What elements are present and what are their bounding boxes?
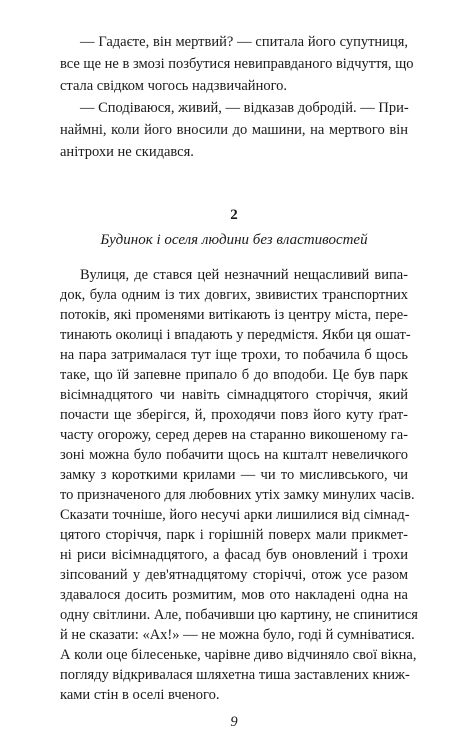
chapter-title: Будинок і оселя людини без властивостей	[100, 232, 368, 248]
text-line: анітрохи не скидався.	[60, 144, 194, 160]
text-line: таке, що їй запевне припало б до вподоби. Це був парк	[60, 367, 408, 383]
text-line: почасти ще зберігся, й, проходячи повз його куту ґрат-	[60, 407, 408, 423]
chapter-number: 2	[230, 207, 238, 223]
text-line: одну світлини. Але, побачивши цю картину, не спинитися	[60, 607, 418, 623]
text-line: А коли оце білесеньке, чарівне диво відчиняло свої вікна,	[60, 647, 417, 663]
text-line: потоків, які променями витікають із центру міста, пере-	[60, 307, 408, 323]
text-line: ні риси вісімнадцятого, а фасад був оновлений і трохи	[60, 547, 408, 563]
text-line: ками стін в оселі вченого.	[60, 687, 220, 703]
text-line: на пара затрималася тут іще трохи, то побачила б щось	[60, 347, 408, 363]
text-line: все ще не в змозі позбутися невиправданого відчуття, що	[60, 56, 414, 72]
text-line: зоні можна було побачити щось на кшталт невеличкого	[60, 447, 408, 463]
text-line: — Гадаєте, він мертвий? — спитала його супутниця,	[80, 34, 408, 50]
text-line: — Сподіваюся, живий, — відказав добродій. — При-	[80, 100, 409, 116]
text-line: док, була одним із тих довгих, звивистих транспортних	[60, 287, 408, 303]
text-line: Вулиця, де стався цей незначний нещасливий випа-	[80, 267, 408, 283]
text-line: то призначеного для любовних утіх замку минулих часів.	[60, 487, 415, 503]
page-number: 9	[230, 714, 238, 730]
text-line: замку з короткими крилами — чи то мисливського, чи	[60, 467, 408, 483]
text-line: й не сказати: «Ах!» — не можна було, годі й сумніватися.	[60, 627, 415, 643]
text-line: погляду відкривалася шляхетна тиша заставлених книж-	[60, 667, 410, 683]
text-line: наймні, коли його вносили до машини, на мертвого він	[60, 122, 408, 138]
text-line: Сказати точніше, його несучі арки лишилися від сімнад-	[60, 507, 410, 523]
text-line: вісімнадцятого чи навіть сімнадцятого сторіччя, який	[60, 387, 408, 403]
text-line: здавалося досить розмитим, мов ото накладені одна на	[60, 587, 408, 603]
text-line: цятого сторіччя, парк і горішній поверх мали прикмет-	[60, 527, 408, 543]
text-line: стала свідком чогось надзвичайного.	[60, 78, 288, 94]
text-line: зіпсований у дев'ятнадцятому сторіччі, отож усе разом	[60, 567, 408, 583]
text-line: тинають околиці і впадають у передмістя. Якби ця ошат-	[60, 327, 411, 343]
text-line: часту огорожу, серед дерев на старанно викошеному га-	[60, 427, 408, 443]
